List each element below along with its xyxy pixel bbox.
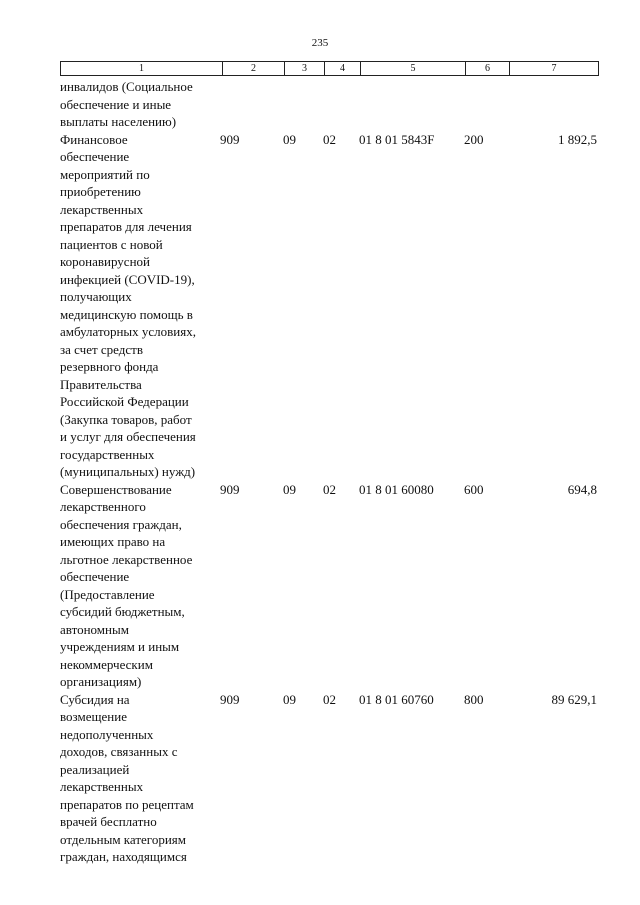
header-col-5: 5 (361, 62, 466, 76)
row-ministry: 909 (220, 691, 240, 707)
row-type: 800 (464, 691, 484, 707)
table-row (60, 131, 600, 481)
table-row (60, 78, 600, 131)
row-amount: 89 629,1 (551, 691, 597, 707)
row-subsection: 02 (323, 131, 336, 147)
row-name: Совершенствование лекарственного обеспечения граждан, имеющих право на льготное лекарственное обеспечение (Предоставление субсидий бюджетным, автономным учреждениям и иным некоммерческим организациям) (60, 481, 193, 689)
row-section: 09 (283, 131, 296, 147)
row-section: 09 (283, 481, 296, 497)
row-name: инвалидов (Социальное обеспечение и иные выплаты населению) (60, 79, 193, 129)
table-body (60, 78, 600, 866)
row-name: Субсидия на возмещение недополученных доходов, связанных с реализацией лекарственных препаратов по рецептам врачей бесплатно отдельным категориям граждан, находящимся (60, 691, 194, 864)
header-col-3: 3 (285, 62, 325, 76)
row-target: 01 8 01 60080 (359, 481, 434, 497)
row-section: 09 (283, 691, 296, 707)
row-ministry: 909 (220, 481, 240, 497)
header-col-2: 2 (223, 62, 285, 76)
header-col-6: 6 (466, 62, 510, 76)
row-type: 200 (464, 131, 484, 147)
row-subsection: 02 (323, 481, 336, 497)
page-number: 235 (311, 37, 329, 49)
table-header (60, 61, 599, 76)
row-target: 01 8 01 60760 (359, 691, 434, 707)
row-amount: 694,8 (567, 481, 597, 497)
row-ministry: 909 (220, 131, 240, 147)
header-col-1: 1 (61, 62, 223, 76)
row-amount: 1 892,5 (558, 131, 597, 147)
table-row (60, 481, 600, 691)
header-col-7: 7 (510, 62, 599, 76)
header-col-4: 4 (325, 62, 361, 76)
row-subsection: 02 (323, 691, 336, 707)
row-type: 600 (464, 481, 484, 497)
row-target: 01 8 01 5843F (359, 131, 435, 147)
table-row (60, 691, 600, 866)
row-name: Финансовое обеспечение мероприятий по приобретению лекарственных препаратов для лечения пациентов с новой коронавирусной инфекцией (COVID-19), получающих медицинскую помощь в амбулаторных условиях, за счет средств резервного фонда Правительства Российской Федерации (Закупка товаров, работ и услуг для обеспечения государственных (муниципальных) нужд) (60, 131, 196, 479)
